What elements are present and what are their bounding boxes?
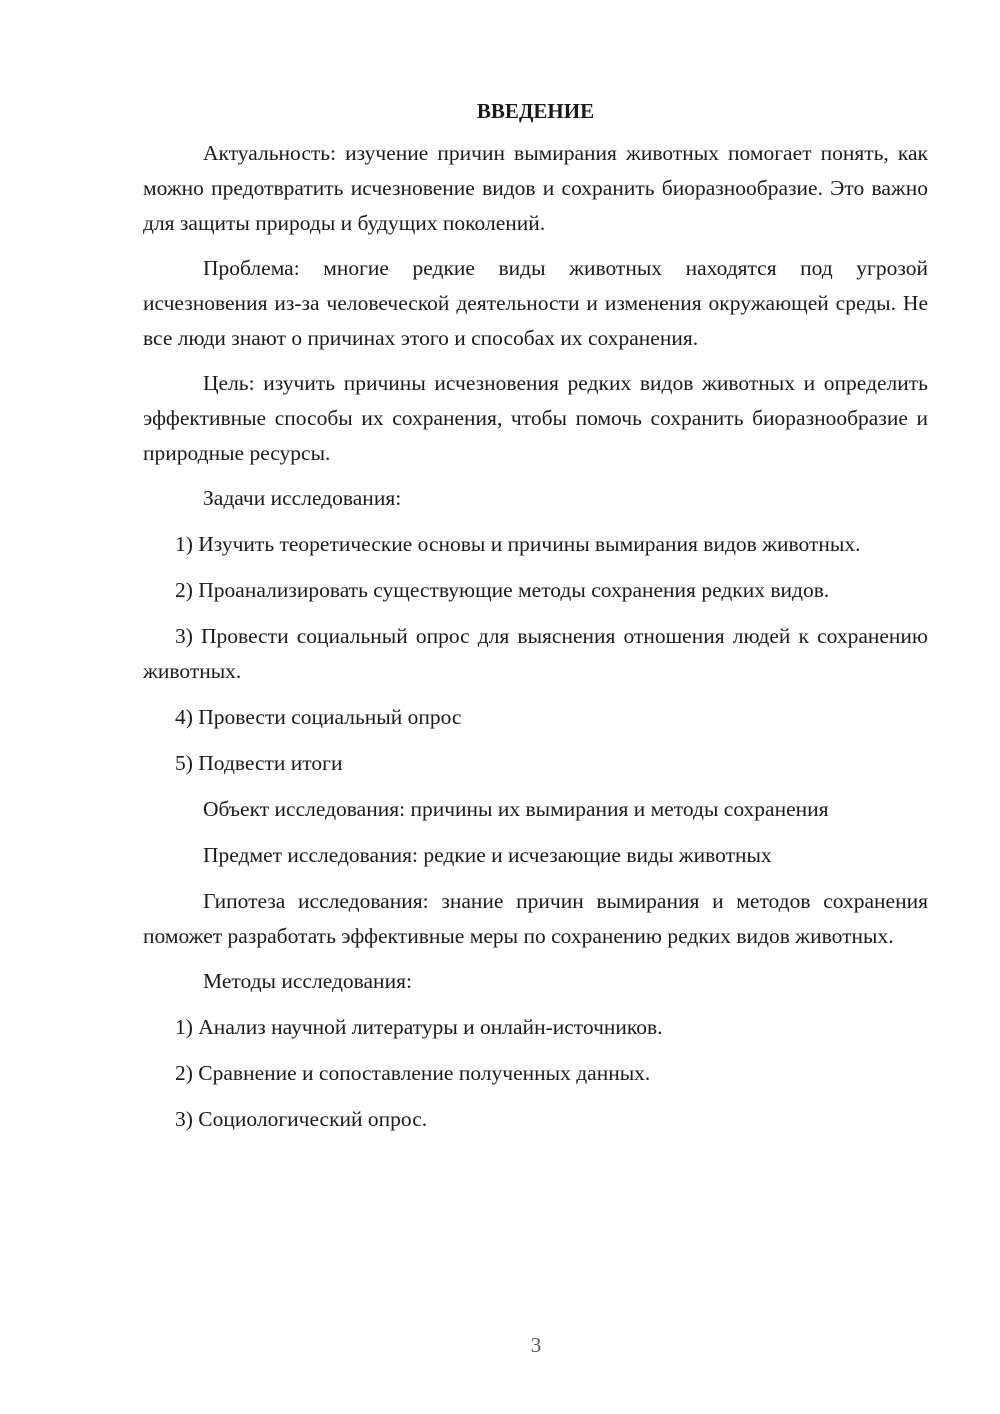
task-item-5: 5) Подвести итоги bbox=[175, 751, 343, 775]
goal-paragraph: Цель: изучить причины исчезновения редких видов животных и определить эффективные способы их сохранения, чтобы помочь сохранить биоразнообразие и природные ресурсы. bbox=[143, 371, 928, 465]
problem-paragraph: Проблема: многие редкие виды животных находятся под угрозой исчезновения из-за человеческой деятельности и изменения окружающей среды. Не все люди знают о причинах этого и способах их сохранения. bbox=[143, 256, 928, 350]
page-number: 3 bbox=[530, 1333, 542, 1357]
task-item-3: 3) Провести социальный опрос для выяснения отношения людей к сохранению животных. bbox=[143, 624, 928, 683]
object-paragraph: Объект исследования: причины их вымирания и методы сохранения bbox=[203, 797, 829, 821]
method-item-3: 3) Социологический опрос. bbox=[175, 1107, 428, 1131]
method-item-2: 2) Сравнение и сопоставление полученных данных. bbox=[175, 1061, 651, 1085]
methods-heading: Методы исследования: bbox=[203, 969, 412, 993]
method-item-1: 1) Анализ научной литературы и онлайн-источников. bbox=[175, 1015, 663, 1039]
page-title: ВВЕДЕНИЕ bbox=[476, 99, 595, 123]
hypothesis-paragraph: Гипотеза исследования: знание причин вымирания и методов сохранения поможет разработать эффективные меры по сохранению редких видов животных. bbox=[143, 889, 928, 948]
tasks-heading: Задачи исследования: bbox=[203, 486, 402, 510]
subject-paragraph: Предмет исследования: редкие и исчезающие виды животных bbox=[203, 843, 772, 867]
relevance-paragraph: Актуальность: изучение причин вымирания животных помогает понять, как можно предотвратить исчезновение видов и сохранить биоразнообразие. Это важно для защиты природы и будущих поколений. bbox=[143, 141, 928, 235]
task-item-4: 4) Провести социальный опрос bbox=[175, 705, 462, 729]
task-item-1: 1) Изучить теоретические основы и причины вымирания видов животных. bbox=[175, 532, 861, 556]
task-item-2: 2) Проанализировать существующие методы сохранения редких видов. bbox=[175, 578, 830, 602]
document-page bbox=[143, 96, 928, 1148]
